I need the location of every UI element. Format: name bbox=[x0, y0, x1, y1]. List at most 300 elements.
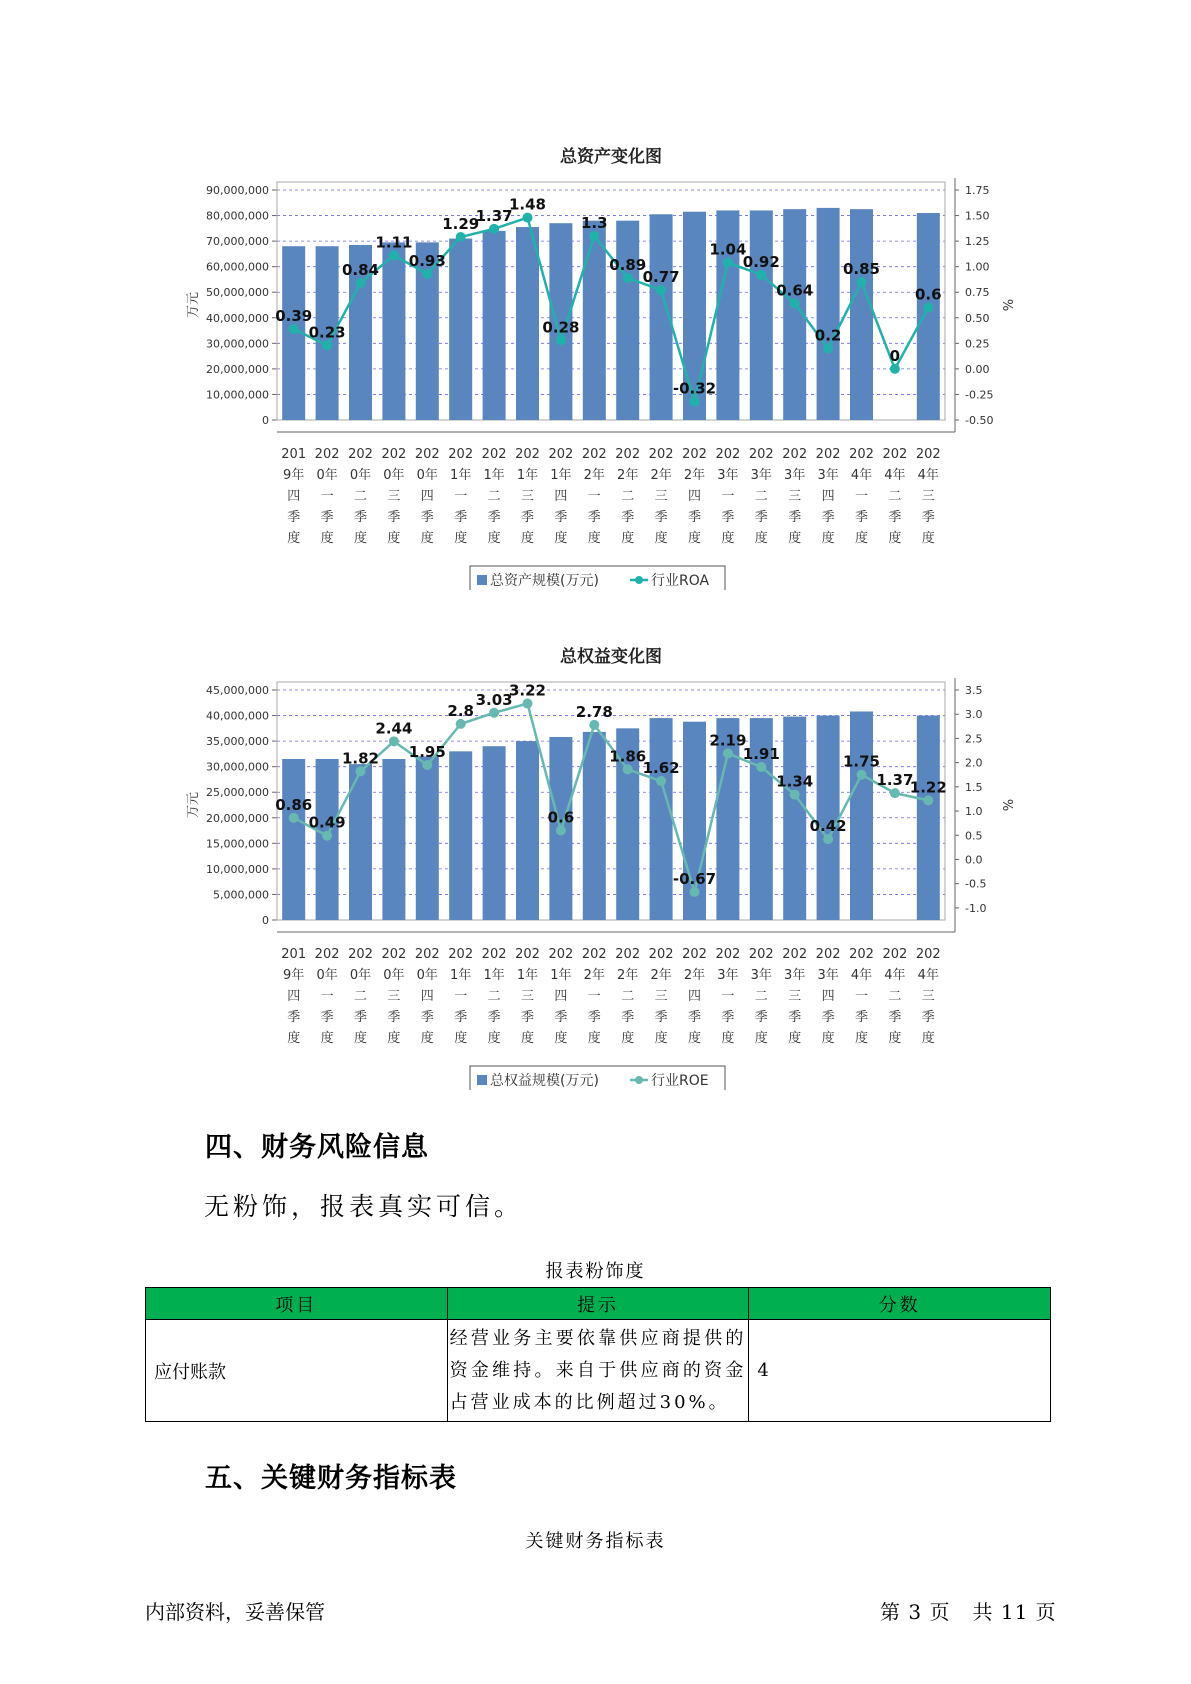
data-label: 2.44 bbox=[375, 719, 413, 738]
x-tick-label: 202 bbox=[581, 947, 607, 962]
line-point bbox=[523, 213, 533, 223]
data-label: 0.28 bbox=[542, 318, 580, 337]
data-label: 0.49 bbox=[308, 813, 346, 832]
bar bbox=[516, 227, 539, 420]
x-tick-label: 1年 bbox=[516, 968, 539, 983]
y-axis-title: 万元 bbox=[186, 291, 201, 319]
x-tick-label: 202 bbox=[548, 947, 574, 962]
line-point bbox=[756, 270, 766, 280]
y2-tick-label: -0.25 bbox=[965, 388, 994, 402]
line-point bbox=[923, 795, 933, 805]
data-label: 1.22 bbox=[909, 778, 947, 797]
x-tick-label: 0年 bbox=[416, 468, 438, 483]
data-label: 3.03 bbox=[475, 690, 513, 709]
x-tick-label: 202 bbox=[815, 947, 841, 962]
x-tick-label: 季 bbox=[687, 1010, 702, 1025]
x-tick-label: 季 bbox=[921, 1010, 935, 1025]
x-tick-label: 度 bbox=[420, 1031, 434, 1046]
x-tick-label: 季 bbox=[587, 510, 601, 525]
bar bbox=[616, 221, 639, 420]
x-tick-label: 2年 bbox=[683, 468, 706, 483]
x-tick-label: 0年 bbox=[383, 468, 405, 483]
x-tick-label: 1年 bbox=[450, 468, 472, 483]
line-point bbox=[456, 719, 466, 729]
y2-tick-label: 2.5 bbox=[965, 732, 983, 746]
x-tick-label: 季 bbox=[721, 510, 735, 525]
data-label: 0.93 bbox=[408, 251, 446, 270]
line-point bbox=[857, 277, 867, 287]
y2-tick-label: 1.75 bbox=[965, 184, 990, 197]
bar bbox=[750, 210, 773, 420]
table-caption-window-dressing: 报表粉饰度 bbox=[545, 1261, 646, 1282]
y2-tick-label: 0.75 bbox=[965, 286, 990, 300]
line-point bbox=[857, 770, 867, 780]
x-tick-label: 季 bbox=[788, 510, 802, 525]
window-dressing-table bbox=[145, 1287, 1051, 1422]
legend-line-label: 行业ROE bbox=[651, 1073, 709, 1089]
data-label: 2.8 bbox=[447, 701, 474, 720]
x-tick-label: 一 bbox=[721, 989, 735, 1004]
x-tick-label: 202 bbox=[381, 947, 407, 962]
total-equity-chart-svg bbox=[0, 640, 1191, 1090]
y2-tick-label: 1.50 bbox=[965, 209, 990, 223]
line-point bbox=[690, 397, 700, 407]
x-tick-label: 度 bbox=[287, 1031, 301, 1046]
x-tick-label: 0年 bbox=[349, 968, 372, 983]
x-tick-label: 二 bbox=[487, 489, 501, 504]
x-tick-label: 季 bbox=[821, 510, 835, 525]
x-tick-label: 四 bbox=[687, 489, 702, 504]
x-tick-label: 202 bbox=[882, 447, 908, 462]
x-tick-label: 度 bbox=[454, 1031, 468, 1046]
x-tick-label: 度 bbox=[554, 531, 568, 546]
x-tick-label: 度 bbox=[320, 531, 334, 546]
x-tick-label: 四 bbox=[554, 989, 568, 1004]
x-tick-label: 三 bbox=[921, 489, 935, 504]
footer-page-number: 第 3 页 共 11 页 bbox=[880, 1600, 1057, 1624]
legend-bar-swatch bbox=[477, 1075, 487, 1085]
x-tick-label: 9年 bbox=[283, 468, 305, 483]
legend-bar-label: 总权益规模(万元) bbox=[490, 1073, 599, 1089]
x-tick-label: 3年 bbox=[717, 968, 739, 983]
x-tick-label: 202 bbox=[615, 947, 641, 962]
y-tick-label: 35,000,000 bbox=[206, 735, 269, 749]
x-tick-label: 度 bbox=[353, 1031, 368, 1046]
line-point bbox=[356, 766, 366, 776]
data-label: 1.91 bbox=[742, 744, 780, 763]
y2-tick-label: 0.25 bbox=[965, 337, 990, 351]
x-tick-label: 季 bbox=[487, 1010, 501, 1025]
x-tick-label: 季 bbox=[654, 1010, 668, 1025]
x-tick-label: 季 bbox=[454, 510, 468, 525]
x-tick-label: 202 bbox=[849, 447, 874, 462]
line-point bbox=[289, 324, 299, 334]
bar bbox=[583, 732, 606, 920]
line-point bbox=[589, 231, 599, 241]
data-label: 0.84 bbox=[341, 261, 380, 280]
x-tick-label: 0年 bbox=[383, 968, 405, 983]
x-tick-label: 三 bbox=[788, 989, 802, 1004]
line-point bbox=[723, 748, 733, 758]
x-tick-label: 202 bbox=[314, 947, 340, 962]
x-tick-label: 202 bbox=[882, 947, 908, 962]
chart-title: 总权益变化图 bbox=[560, 647, 662, 667]
x-tick-label: 四 bbox=[420, 489, 434, 504]
table-caption-key-indicators: 关键财务指标表 bbox=[525, 1531, 666, 1552]
x-tick-label: 度 bbox=[487, 531, 501, 546]
y-tick-label: 10,000,000 bbox=[206, 388, 269, 402]
x-tick-label: 二 bbox=[888, 489, 902, 504]
x-tick-label: 度 bbox=[420, 531, 434, 546]
y-tick-label: 50,000,000 bbox=[206, 286, 269, 300]
plot-frame bbox=[277, 182, 945, 420]
x-tick-label: 三 bbox=[387, 489, 401, 504]
bar bbox=[382, 242, 405, 420]
x-tick-label: 202 bbox=[748, 947, 774, 962]
x-tick-label: 季 bbox=[888, 510, 902, 525]
data-label: 1.37 bbox=[475, 206, 513, 225]
data-label: 1.34 bbox=[776, 772, 814, 791]
y-tick-label: 25,000,000 bbox=[206, 786, 269, 800]
x-tick-label: 度 bbox=[721, 531, 735, 546]
x-tick-label: 度 bbox=[921, 1031, 935, 1046]
x-tick-label: 三 bbox=[520, 989, 535, 1004]
y-tick-label: 15,000,000 bbox=[206, 837, 269, 851]
x-tick-label: 0年 bbox=[316, 968, 338, 983]
x-tick-label: 季 bbox=[420, 1010, 434, 1025]
x-tick-label: 季 bbox=[687, 510, 702, 525]
x-tick-label: 202 bbox=[515, 947, 540, 962]
data-label: 2.78 bbox=[575, 702, 613, 721]
legend-bar-swatch bbox=[477, 575, 487, 585]
x-tick-label: 度 bbox=[654, 531, 668, 546]
bar bbox=[850, 711, 873, 920]
legend-line-marker bbox=[635, 1076, 643, 1084]
x-tick-label: 9年 bbox=[283, 968, 305, 983]
line-point bbox=[289, 813, 299, 823]
line-point bbox=[890, 364, 900, 374]
x-tick-label: 季 bbox=[320, 1010, 334, 1025]
x-tick-label: 1年 bbox=[483, 968, 505, 983]
data-label: 0.89 bbox=[609, 255, 647, 274]
line-point bbox=[422, 269, 432, 279]
data-label: 1.48 bbox=[508, 195, 547, 214]
y-tick-label: 45,000,000 bbox=[206, 684, 269, 697]
x-tick-label: 季 bbox=[387, 510, 401, 525]
x-tick-label: 季 bbox=[454, 1010, 468, 1025]
x-tick-label: 季 bbox=[520, 510, 535, 525]
line-point bbox=[523, 699, 533, 709]
x-tick-label: 度 bbox=[854, 531, 869, 546]
x-tick-label: 度 bbox=[888, 531, 902, 546]
x-tick-label: 202 bbox=[782, 447, 808, 462]
y-tick-label: 90,000,000 bbox=[206, 184, 269, 197]
x-tick-label: 一 bbox=[587, 989, 601, 1004]
chart-title: 总资产变化图 bbox=[560, 147, 662, 167]
x-tick-label: 二 bbox=[621, 989, 635, 1004]
x-tick-label: 202 bbox=[348, 947, 373, 962]
x-tick-label: 季 bbox=[788, 1010, 802, 1025]
line-point bbox=[389, 736, 399, 746]
data-label: 0 bbox=[889, 346, 901, 365]
x-tick-label: 度 bbox=[654, 1031, 668, 1046]
x-tick-label: 二 bbox=[754, 489, 768, 504]
legend-line-marker bbox=[635, 576, 643, 584]
x-tick-label: 二 bbox=[621, 489, 635, 504]
x-tick-label: 季 bbox=[353, 510, 368, 525]
x-tick-label: 4年 bbox=[884, 468, 906, 483]
x-tick-label: 202 bbox=[915, 947, 941, 962]
bar bbox=[483, 231, 506, 420]
x-tick-label: 度 bbox=[487, 1031, 501, 1046]
x-tick-label: 三 bbox=[387, 989, 401, 1004]
y-tick-label: 80,000,000 bbox=[206, 209, 269, 223]
column-header-score: 分数 bbox=[749, 1288, 1051, 1320]
data-label: 0.2 bbox=[814, 326, 842, 345]
bar bbox=[650, 718, 673, 920]
x-tick-label: 度 bbox=[921, 531, 935, 546]
x-tick-label: 一 bbox=[320, 989, 334, 1004]
data-label: 1.11 bbox=[375, 233, 413, 252]
y2-tick-label: 3.5 bbox=[965, 684, 983, 697]
x-tick-label: 四 bbox=[420, 989, 434, 1004]
y-tick-label: 10,000,000 bbox=[206, 862, 269, 876]
x-tick-label: 202 bbox=[314, 447, 340, 462]
line-point bbox=[322, 340, 332, 350]
x-tick-label: 二 bbox=[353, 489, 368, 504]
data-label: 1.37 bbox=[876, 771, 914, 790]
x-tick-label: 201 bbox=[281, 947, 307, 962]
x-tick-label: 度 bbox=[754, 531, 768, 546]
x-tick-label: 度 bbox=[587, 1031, 601, 1046]
bar bbox=[814, 208, 842, 420]
line-point bbox=[623, 273, 633, 283]
legend-bar-label: 总资产规模(万元) bbox=[490, 573, 599, 589]
x-tick-label: 季 bbox=[921, 510, 935, 525]
bar bbox=[382, 759, 405, 920]
y2-tick-label: 0.5 bbox=[965, 829, 983, 843]
line-point bbox=[723, 258, 733, 268]
x-tick-label: 2年 bbox=[683, 968, 706, 983]
x-tick-label: 202 bbox=[648, 947, 674, 962]
x-tick-label: 一 bbox=[854, 989, 869, 1004]
x-tick-label: 度 bbox=[520, 1031, 535, 1046]
x-tick-label: 3年 bbox=[750, 968, 772, 983]
y2-axis-title: % bbox=[999, 798, 1014, 812]
line-point bbox=[890, 788, 900, 798]
financial-risk-summary: 无粉饰，报表真实可信。 bbox=[204, 1192, 524, 1221]
x-tick-label: 度 bbox=[687, 531, 702, 546]
bar bbox=[583, 221, 606, 420]
x-tick-label: 度 bbox=[754, 1031, 768, 1046]
bar bbox=[917, 716, 940, 920]
x-tick-label: 四 bbox=[687, 989, 702, 1004]
data-label: 0.39 bbox=[275, 307, 313, 326]
x-tick-label: 202 bbox=[849, 947, 874, 962]
x-tick-label: 季 bbox=[621, 510, 635, 525]
x-tick-label: 202 bbox=[715, 947, 741, 962]
x-tick-label: 三 bbox=[654, 989, 668, 1004]
x-tick-label: 季 bbox=[621, 1010, 635, 1025]
data-label: 1.3 bbox=[581, 214, 608, 232]
x-tick-label: 一 bbox=[320, 489, 334, 504]
x-tick-label: 2年 bbox=[583, 468, 605, 483]
y2-tick-label: 1.25 bbox=[965, 235, 990, 249]
line-point bbox=[756, 762, 766, 772]
x-tick-label: 三 bbox=[520, 489, 535, 504]
y-tick-label: 30,000,000 bbox=[206, 760, 269, 774]
x-tick-label: 度 bbox=[621, 531, 635, 546]
x-tick-label: 4年 bbox=[917, 968, 939, 983]
x-tick-label: 3年 bbox=[784, 468, 806, 483]
y2-tick-label: 0.00 bbox=[965, 362, 990, 376]
y2-tick-label: 1.00 bbox=[965, 260, 990, 274]
bar bbox=[917, 213, 940, 420]
total-assets-chart bbox=[0, 140, 1191, 590]
x-tick-label: 一 bbox=[854, 489, 869, 504]
x-tick-label: 季 bbox=[353, 1010, 368, 1025]
y2-tick-label: 0.50 bbox=[965, 311, 990, 325]
line-point bbox=[823, 834, 833, 844]
x-tick-label: 202 bbox=[715, 447, 741, 462]
x-tick-label: 202 bbox=[515, 447, 540, 462]
bar bbox=[516, 741, 539, 920]
x-tick-label: 度 bbox=[788, 1031, 802, 1046]
x-tick-label: 202 bbox=[815, 447, 841, 462]
x-tick-label: 202 bbox=[448, 447, 474, 462]
data-label: 0.64 bbox=[776, 281, 814, 300]
x-tick-label: 四 bbox=[287, 489, 301, 504]
data-label: 1.62 bbox=[642, 759, 680, 778]
x-tick-label: 二 bbox=[754, 989, 768, 1004]
x-tick-label: 202 bbox=[581, 447, 607, 462]
x-tick-label: 201 bbox=[281, 447, 307, 462]
data-label: 3.22 bbox=[508, 681, 547, 700]
x-tick-label: 季 bbox=[387, 1010, 401, 1025]
line-point bbox=[422, 760, 432, 770]
line-point bbox=[923, 303, 933, 313]
data-label: 0.86 bbox=[275, 795, 313, 814]
y-tick-label: 40,000,000 bbox=[206, 311, 269, 325]
x-tick-label: 202 bbox=[481, 447, 507, 462]
x-tick-label: 3年 bbox=[750, 468, 772, 483]
x-tick-label: 1年 bbox=[550, 468, 572, 483]
x-tick-label: 202 bbox=[682, 447, 707, 462]
x-tick-label: 202 bbox=[615, 447, 641, 462]
data-label: 0.92 bbox=[742, 252, 780, 271]
line-point bbox=[456, 232, 466, 242]
data-label: 1.86 bbox=[609, 747, 647, 766]
x-tick-label: 0年 bbox=[316, 468, 338, 483]
total-assets-chart-svg bbox=[0, 140, 1191, 590]
x-tick-label: 度 bbox=[320, 1031, 334, 1046]
y-tick-label: 20,000,000 bbox=[206, 811, 269, 825]
x-tick-label: 二 bbox=[888, 989, 902, 1004]
x-tick-label: 4年 bbox=[917, 468, 939, 483]
x-tick-label: 1年 bbox=[450, 968, 472, 983]
x-tick-label: 1年 bbox=[483, 468, 505, 483]
line-point bbox=[389, 250, 399, 260]
x-tick-label: 1年 bbox=[550, 968, 572, 983]
x-tick-label: 度 bbox=[520, 531, 535, 546]
data-label: -0.67 bbox=[672, 869, 717, 888]
x-tick-label: 季 bbox=[520, 1010, 535, 1025]
x-tick-label: 季 bbox=[888, 1010, 902, 1025]
x-tick-label: 202 bbox=[782, 947, 808, 962]
line-point bbox=[790, 790, 800, 800]
x-tick-label: 季 bbox=[487, 510, 501, 525]
x-tick-label: 4年 bbox=[850, 968, 873, 983]
bar bbox=[850, 209, 873, 420]
line-point bbox=[589, 720, 599, 730]
x-tick-label: 3年 bbox=[817, 468, 839, 483]
data-label: 0.77 bbox=[642, 268, 680, 287]
x-tick-label: 季 bbox=[287, 1010, 301, 1025]
data-label: 0.6 bbox=[915, 285, 942, 304]
x-tick-label: 202 bbox=[381, 447, 407, 462]
line-point bbox=[656, 285, 666, 295]
x-tick-label: 3年 bbox=[717, 468, 739, 483]
x-tick-label: 度 bbox=[888, 1031, 902, 1046]
line-point bbox=[556, 335, 566, 345]
data-label: 1.29 bbox=[442, 215, 480, 234]
x-tick-label: 202 bbox=[915, 447, 941, 462]
y2-tick-label: 1.5 bbox=[965, 780, 983, 794]
column-header-hint: 提示 bbox=[447, 1288, 749, 1320]
data-label: 1.95 bbox=[408, 743, 446, 762]
x-tick-label: 2年 bbox=[617, 968, 639, 983]
x-tick-label: 度 bbox=[788, 531, 802, 546]
x-tick-label: 二 bbox=[353, 989, 368, 1004]
x-tick-label: 度 bbox=[554, 1031, 568, 1046]
x-tick-label: 4年 bbox=[850, 468, 873, 483]
y2-tick-label: -0.5 bbox=[965, 877, 987, 891]
x-tick-label: 二 bbox=[487, 989, 501, 1004]
x-tick-label: 202 bbox=[414, 947, 440, 962]
x-tick-label: 季 bbox=[754, 510, 768, 525]
x-tick-label: 202 bbox=[448, 947, 474, 962]
y2-tick-label: 0.0 bbox=[965, 853, 983, 867]
total-equity-chart bbox=[0, 640, 1191, 1090]
x-tick-label: 0年 bbox=[349, 468, 372, 483]
x-tick-label: 季 bbox=[854, 510, 869, 525]
data-label: 0.42 bbox=[809, 817, 847, 836]
x-tick-label: 三 bbox=[921, 989, 935, 1004]
line-point bbox=[489, 708, 499, 718]
y-tick-label: 20,000,000 bbox=[206, 362, 269, 376]
x-tick-label: 3年 bbox=[817, 968, 839, 983]
y-tick-label: 5,000,000 bbox=[213, 888, 269, 902]
x-tick-label: 202 bbox=[481, 947, 507, 962]
section-heading-key-indicators: 五、关键财务指标表 bbox=[205, 1463, 457, 1494]
x-tick-label: 季 bbox=[587, 1010, 601, 1025]
x-tick-label: 度 bbox=[721, 1031, 735, 1046]
x-tick-label: 202 bbox=[682, 947, 707, 962]
data-label: 1.75 bbox=[842, 752, 881, 771]
data-label: 0.85 bbox=[842, 260, 881, 278]
x-tick-label: 0年 bbox=[416, 968, 438, 983]
x-tick-label: 四 bbox=[287, 989, 301, 1004]
x-tick-label: 度 bbox=[353, 531, 368, 546]
cell-score: 4 bbox=[749, 1320, 1051, 1422]
y2-tick-label: -0.50 bbox=[965, 414, 994, 427]
x-tick-label: 度 bbox=[454, 531, 468, 546]
x-tick-label: 一 bbox=[587, 489, 601, 504]
line-point bbox=[556, 825, 566, 835]
x-tick-label: 季 bbox=[721, 1010, 735, 1025]
bar bbox=[416, 756, 439, 920]
line-point bbox=[322, 831, 332, 841]
